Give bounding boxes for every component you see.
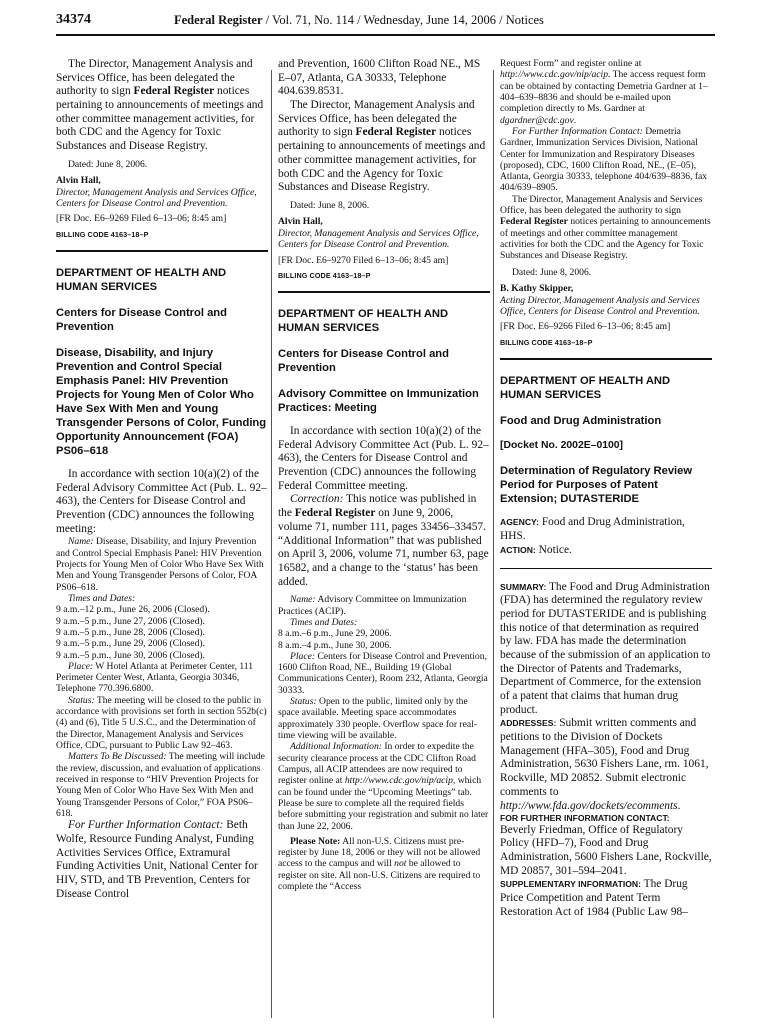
place-entry: Place: W Hotel Atlanta at Perimeter Center, 111 Perimeter Center West, Atlanta, Georgia 30346, Telephone 770.396.6800. [56,660,254,695]
time-entry: 9 a.m.–5 p.m., June 29, 2006 (Closed). [56,638,205,650]
paragraph: The Director, Management Analysis and Services Office, has been delegated the authority to sign Federal Register notices pertaining to announcements of meetings and other committee management activities, for both CDC and the Agency for Toxic Substances and Disease Registry. [56,58,264,153]
time-entry: 9 a.m.–5 p.m., June 27, 2006 (Closed). [56,615,205,627]
dated-line: Dated: June 8, 2006. [512,266,592,278]
docket-number: [Docket No. 2002E–0100] [500,439,624,451]
times-label: Times and Dates: [290,616,358,628]
billing-code: BILLING CODE 4163–18–P [278,271,371,281]
time-entry: 9 a.m.–5 p.m., June 30, 2006 (Closed). [56,649,205,661]
agency-entry: AGENCY: Food and Drug Administration, HHS. [500,516,685,543]
paragraph: In accordance with section 10(a)(2) of the Federal Advisory Committee Act (Pub. L. 92–463), the Centers for Disease Control and Prevention (CDC) announces the following meeting: [56,467,267,535]
name-entry: Name: Disease, Disability, and Injury Prevention and Control Special Emphasis Panel: HIV Prevention Projects for Young Men of Color Who Have Sex With Men and Young Transgender Persons of Color, FOA PS06–618. [56,536,264,593]
supplementary-entry: SUPPLEMENTARY INFORMATION: The Drug Price Competition and Patent Term Restoration Act of 1984 (Public Law 98– [500,878,688,918]
ffi-text: Beverly Friedman, Office of Regulatory Policy (HFD–7), Food and Drug Administration, 5600 Fishers Lane, Rockville, MD 20857, 301–594–2041. [500,823,712,877]
contact-entry: For Further Information Contact: Beth Wolfe, Resource Funding Analyst, Funding Activities Services Office, Extramural Funding Activities Unit, National Center for HIV, STD, and TB Prevention, Centers for Disease Control [56,819,258,900]
correction-entry: Correction: This notice was published in the Federal Register on June 9, 2006, volume 71, number 111, pages 33456–33457. “Additional Information” that was published on April 3, 2006, volume 71, number 63, page 16582, and a change to the ‘status’ has been added. [278,493,489,588]
status-entry: Status: The meeting will be closed to the public in accordance with provisions set forth in section 552b(c)(4) and (6), Title 5 U.S.C., and the Determination of the Director, Management Analysis and Services Office, CDC, pursuant to Public Law 92–463. [56,694,267,751]
additional-info-entry: Additional Information: In order to expedite the security clearance process at the CDC Clifton Road Campus, all ACIP attendees are now required to register online at http://www.cdc.gov/nip/acip, which can be found under the “Upcoming Meetings” tab. Please be sure to complete all the required fields before submitting your registration and submit no later than June 22, 2006. [278,741,489,832]
signer-title: Director, Management Analysis and Services Office, Centers for Disease Control and Prevention. [278,227,479,251]
section-rule [56,250,268,252]
notice-title: Disease, Disability, and Injury Prevention and Control Special Emphasis Panel: HIV Prevention Projects for Young Men of Color Who Have Sex With Men and Young Transgender Persons of Color, Funding Opportunity Announcement (FOA) PS06–618 [56,346,267,457]
agency-heading: Centers for Disease Control and Prevention [278,348,449,374]
signer-title: Director, Management Analysis and Services Office, Centers for Disease Control and Prevention. [56,186,257,210]
paragraph: The Director, Management Analysis and Services Office, has been delegated the authority to sign Federal Register notices pertaining to announcements of meetings and other committee management activities, for both CDC and the Agency for Toxic Substances and Disease Registry. [278,99,486,194]
addresses-entry: ADDRESSES: Submit written comments and petitions to the Division of Dockets Management (HFA–305), Food and Drug Administration, 5630 Fishers Lane, rm. 1061, Rockville, MD 20852. Submit electronic comments to http://www.fda.gov/dockets/ecomments. [500,717,709,812]
column-divider [271,70,272,1018]
notice-title: Advisory Committee on Immunization Practices: Meeting [278,388,479,414]
paragraph: The Director, Management Analysis and Services Office, has been delegated the authority to sign Federal Register notices pertaining to announcements of meetings and other committee management activities for both the CDC and the Agency for Toxic Substances and Disease Registry. [500,193,711,262]
paragraph: and Prevention, 1600 Clifton Road NE., MS E–07, Atlanta, GA 30333, Telephone 404.639.8531. [278,58,481,98]
action-entry: ACTION: Notice. [500,543,572,556]
billing-code: BILLING CODE 4163–18–P [56,230,149,240]
column-divider [493,70,494,1018]
acip-link[interactable]: http://www.cdc.gov/nip/acip [344,775,453,787]
fr-doc-line: [FR Doc. E6–9269 Filed 6–13–06; 8:45 am] [56,213,227,225]
page-header [56,12,716,34]
time-entry: 9 a.m.–5 p.m., June 28, 2006 (Closed). [56,626,205,638]
signer-title: Acting Director, Management Analysis and Services Office, Centers for Disease Control and Prevention. [500,294,700,317]
billing-code: BILLING CODE 4163–18–P [500,337,593,347]
times-label: Times and Dates: [68,592,136,604]
publication-name: Federal Register [174,13,263,27]
department-heading: DEPARTMENT OF HEALTH AND HUMAN SERVICES [500,374,671,401]
time-entry: 9 a.m.–12 p.m., June 26, 2006 (Closed). [56,604,210,616]
signer-name: Alvin Hall, [56,175,101,187]
time-entry: 8 a.m.–6 p.m., June 29, 2006. [278,628,392,640]
name-entry: Name: Advisory Committee on Immunization Practices (ACIP). [278,594,467,617]
email-link[interactable]: dgardner@cdc.gov [500,114,574,126]
acip-link[interactable]: http://www.cdc.gov/nip/acip [500,69,609,81]
citation: / Vol. 71, No. 114 / Wednesday, June 14, 2006 / Notices [262,13,544,27]
signer-name: Alvin Hall, [278,216,323,228]
column-3 [500,58,712,919]
status-entry: Status: Open to the public, limited only by the space available. Meeting space accommodates approximately 330 people. Overflow space for real-time viewing will be available. [278,696,477,741]
page-number: 34374 [56,12,91,27]
ffi-label: FOR FURTHER INFORMATION CONTACT: [500,813,670,824]
section-rule [278,291,490,293]
place-entry: Place: Centers for Disease Control and Prevention, 1600 Clifton Road, NE., Building 19 (Global Communications Center), Room 232, Atlanta, Georgia 30333. [278,650,488,696]
agency-heading: Food and Drug Administration [500,414,662,427]
column-2 [278,58,490,892]
fr-doc-line: [FR Doc. E6–9270 Filed 6–13–06; 8:45 am] [278,254,449,266]
department-heading: DEPARTMENT OF HEALTH AND HUMAN SERVICES [56,266,227,293]
signer-name: B. Kathy Skipper, [500,282,574,294]
paragraph: Request Form” and register online at http://www.cdc.gov/nip/acip. The access request form can be obtained by contacting Demetria Gardner at 1–404–639–8836 and should be e-mailed upon completion directly to Ms. Gardner at dgardner@cdc.gov. [500,58,708,126]
please-note-entry: Please Note: All non-U.S. Citizens must pre-register by June 18, 2006 or they will not be allowed access to the campus and will not be allowed to register on site. All non-U.S. Citizens are required to complete the “Access [278,835,481,893]
dated-line: Dated: June 8, 2006. [68,158,148,170]
agency-heading: Centers for Disease Control and Prevention [56,306,227,333]
running-head [174,13,544,28]
fda-dockets-link[interactable]: http://www.fda.gov/dockets/ecomments [500,799,678,812]
rule [500,568,712,569]
section-rule [500,358,712,360]
contact-entry: For Further Information Contact: Demetria Gardner, Immunization Services Division, National Center for Immunization and Respiratory Diseases (proposed), CDC, 1600 Clifton Road, NE., (E–05), Atlanta, Georgia 30333, telephone 404/639–8836, fax 404/639–8905. [500,125,708,194]
notice-title: Determination of Regulatory Review Period for Purposes of Patent Extension; DUTASTERIDE [500,465,693,506]
column-1 [56,58,268,901]
time-entry: 8 a.m.–4 p.m., June 30, 2006. [278,639,392,651]
summary-entry: SUMMARY: The Food and Drug Administration (FDA) has determined the regulatory review period for DUTASTERIDE and is publishing this notice of that determination as required by law. FDA has made the determination because of the submission of an application to the Director of Patents and Trademarks, Department of Commerce, for the extension of a patent that claims that human drug product. [500,580,711,716]
paragraph: In accordance with section 10(a)(2) of the Federal Advisory Committee Act (Pub. L. 92–463), the Centers for Disease Control and Prevention (CDC) announces the following Federal Committee meeting. [278,425,489,492]
header-rule [56,34,715,36]
dated-line: Dated: June 8, 2006. [290,199,370,211]
fr-doc-line: [FR Doc. E6–9266 Filed 6–13–06; 8:45 am] [500,321,671,333]
department-heading: DEPARTMENT OF HEALTH AND HUMAN SERVICES [278,308,449,334]
matters-entry: Matters To Be Discussed: The meeting will include the review, discussion, and evaluation of applications received in response to “HIV Prevention Projects for Young Men of Color Who Have Sex With Men and Young Transgender Persons of Color,” FOA PS06–618. [56,751,265,819]
